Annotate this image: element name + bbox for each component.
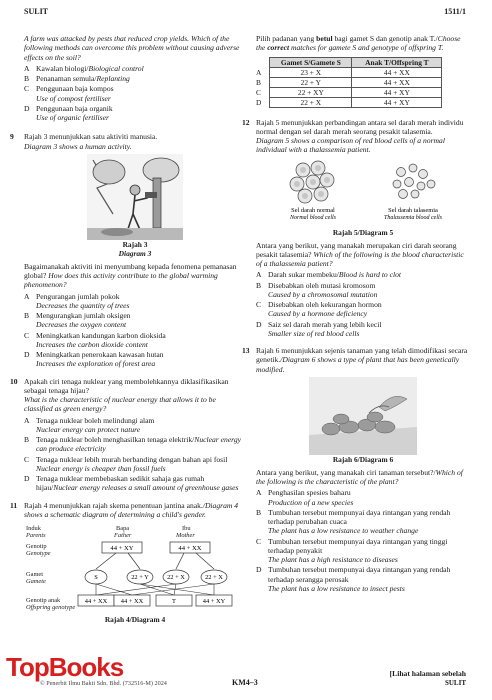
diagram-4-caption: Rajah 4/Diagram 4 — [104, 615, 166, 625]
q10-stem-ms: Apakah ciri tenaga nuklear yang membolehkannya diklasifikasikan sebagai tenaga hijau? — [24, 376, 229, 395]
label-genotype-ms: Genotip — [26, 543, 47, 551]
page-number: KM4–3 — [232, 678, 258, 688]
q9-stem-ms: Rajah 3 menunjukkan satu aktiviti manusia. — [24, 132, 158, 142]
question-8 — [24, 34, 246, 122]
right-column — [242, 34, 470, 601]
normal-cell-label-en: Normal blood cells — [290, 214, 336, 221]
label-genotype-en: Genotype — [26, 550, 51, 558]
q12-option-b[interactable]: B Disebabkan oleh mutasi kromosom Caused by a chromosomal mutation — [256, 280, 378, 299]
q9-option-b[interactable]: B Mengurangkan jumlah oksigen Decreases the oxygen content — [24, 311, 131, 330]
q10-option-d[interactable]: D Tenaga nuklear membebaskan sedikit sahaja gas rumah hijau/Nuclear energy releases a small amount of greenhouse gases — [24, 474, 239, 493]
label-parents-en: Parents — [26, 532, 46, 540]
q9-option-c[interactable]: C Meningkatkan kandungan karbon dioksida Increases the carbon dioxide content — [24, 330, 166, 349]
q9-number: 9 — [10, 132, 14, 142]
header-sulit: SULIT — [24, 7, 49, 16]
q9-options — [24, 292, 246, 369]
page-footer — [0, 652, 492, 690]
label-father-ms: Bapa — [116, 525, 130, 533]
q11b-stem: Pilih padanan yang betul bagi gamet S dan genotip anak T./Choose the correct matches for gamete S and genotype of offspring T. — [256, 34, 461, 53]
left-column — [10, 34, 246, 632]
q10-stem-en: What is the characteristic of nuclear energy that allows it to be classified as green energy? — [24, 395, 216, 414]
q13-options — [256, 488, 470, 593]
question-12 — [242, 117, 470, 339]
q13-stem: Rajah 6 menunjukkan sejenis tanaman yang telah dimodifikasi secara genetik./Diagram 6 shows a type of plant that has been genetically modified. — [256, 346, 468, 374]
diagram-3-caption: Rajah 3 Diagram 3 — [118, 239, 152, 258]
gamete-s: S — [94, 574, 98, 582]
q9-option-d[interactable]: D Meningkatkan penerokaan kawasan hutan Increases the exploration of forest area — [24, 350, 164, 369]
page-header — [24, 7, 466, 19]
normal-cell-label-ms: Sel darah normal — [291, 206, 335, 214]
q9-question: Bagaimanakah aktiviti ini menyumbang kepada fenomena pemanasan global? How does this activity contribute to the global warming phenomenon? — [24, 261, 237, 290]
q13-option-d[interactable]: D Tumbuhan tersebut mempunyai daya rintangan yang rendah terhadap serangga perosak The plant has a low resistance to insect pests — [256, 565, 451, 593]
q8-option-b[interactable]: B Penanaman semula/Replanting — [24, 74, 130, 83]
q12-options — [256, 270, 470, 338]
label-offspring-ms: Genotip anak — [26, 597, 61, 605]
q10-number: 10 — [10, 376, 18, 386]
diagram-3-logging-illustration — [87, 154, 183, 240]
table-header-gamete: Gamet S/Gamete S — [270, 57, 352, 67]
mother-genotype: 44 + XX — [178, 545, 202, 553]
q12-option-c[interactable]: C Disebabkan oleh kekurangan hormon Caused by a hormone deficiency — [256, 300, 382, 319]
father-genotype: 44 + XY — [110, 545, 134, 553]
offspring-1: 44 + XX — [84, 598, 108, 606]
publisher-copyright: © Penerbit Ilmu Bakti Sdn. Bhd. (732516-M) 2024 — [40, 680, 167, 688]
table-row-a[interactable]: A 23 + X 44 + XX — [256, 67, 442, 77]
question-11 — [10, 500, 246, 625]
q13-question: Antara yang berikut, yang manakah ciri tanaman tersebut?/Which of the following is the characteristic of the plant? — [256, 467, 463, 487]
gamete-2: 22 + Y — [131, 574, 149, 582]
q8-option-c[interactable]: C Penggunaan baja kompos Use of compost fertiliser — [24, 84, 114, 103]
q9-option-a[interactable]: A Pengurangan jumlah pokok Decreases the quantity of trees — [24, 291, 130, 310]
question-10 — [10, 376, 246, 493]
table-row-b[interactable]: B 22 + Y 44 + XX — [256, 77, 442, 87]
question-11-continued — [256, 34, 470, 108]
q13-option-c[interactable]: C Tumbuhan tersebut mempunyai daya rintangan yang tinggi terhadap penyakit The plant has a high resistance to diseases — [256, 536, 448, 565]
question-9 — [10, 132, 246, 369]
thal-cell-label-ms: Sel darah talasemia — [388, 206, 438, 214]
q10-option-b[interactable]: B Tenaga nuklear boleh menghasilkan tenaga elektrik/Nuclear energy can produce electricity — [24, 435, 241, 454]
q10-option-a[interactable]: A Tenaga nuklear boleh melindungi alam Nuclear energy can protect nature — [24, 415, 155, 434]
diagram-5-caption: Rajah 5/Diagram 5 — [332, 227, 394, 237]
thal-cell-label-en: Thalassemia blood cells — [384, 214, 442, 221]
q12-question: Antara yang berikut, yang manakah merupakan ciri darah seorang pesakit talasemia? Which of the following is the blood characteristic of a thalassemia patient? — [256, 240, 464, 269]
q13-number: 13 — [242, 346, 250, 356]
topbooks-logo: TopBooks — [6, 652, 124, 683]
label-father-en: Father — [114, 532, 132, 540]
next-page-note: [Lihat halaman sebelah — [389, 668, 466, 678]
offspring-2: 44 + XX — [120, 598, 144, 606]
q12-stem-en: Diagram 5 shows a comparison of red blood cells of a normal individual with a thalassemia patient. — [256, 136, 445, 155]
table-header-offspring: Anak T/Offspring T — [352, 57, 442, 67]
diagram-4-schematic — [24, 523, 246, 613]
q10-option-c[interactable]: C Tenaga nuklear lebih murah berbanding dengan bahan api fosil Nuclear energy is cheaper than fossil fuels — [24, 454, 228, 473]
q8-stem-en: A farm was attacked by pests that reduced crop yields. Which of the following methods can overcome this problem without causing adverse effects on the soil? — [24, 34, 240, 62]
offspring-t: T — [172, 598, 176, 606]
q8-option-d[interactable]: D Penggunaan baja organik Use of organic fertiliser — [24, 103, 113, 122]
q11-number: 11 — [10, 500, 18, 510]
q12-number: 12 — [242, 117, 250, 127]
gamete-3: 22 + X — [167, 574, 185, 582]
label-gamete-en: Gamete — [26, 578, 46, 586]
footer-sulit: SULIT — [444, 679, 466, 688]
q13-option-a[interactable]: A Penghasilan spesies baharu Production of a new species — [256, 488, 354, 507]
q11b-answer-table — [256, 57, 442, 108]
label-mother-en: Mother — [176, 532, 195, 540]
q8-options — [24, 64, 246, 123]
q11-stem: Rajah 4 menunjukkan rajah skema penentuan jantina anak./Diagram 4 shows a schematic diagram of determining a child's gender. — [24, 500, 239, 519]
q13-option-b[interactable]: B Tumbuhan tersebut mempunyai daya rintangan yang rendah terhadap perubahan cuaca The plant has a low resistance to weather change — [256, 507, 451, 536]
header-code: 1511/1 — [444, 7, 466, 16]
label-mother-ms: Ibu — [182, 525, 191, 533]
q9-stem-en: Diagram 3 shows a human activity. — [24, 141, 132, 151]
q12-stem-ms: Rajah 5 menunjukkan perbandingan antara sel darah merah individu normal dengan sel darah merah seorang pesakit talasemia. — [256, 117, 464, 136]
label-parents-ms: Induk — [26, 525, 41, 533]
offspring-4: 44 + XY — [202, 598, 226, 606]
label-gamete-ms: Gamet — [26, 571, 44, 579]
diagram-6-caption: Rajah 6/Diagram 6 — [332, 454, 394, 464]
diagram-6-gm-plant-photo — [309, 377, 417, 455]
label-offspring-en: Offspring genotype — [26, 604, 76, 612]
table-row-d[interactable]: D 22 + X 44 + XY — [256, 97, 442, 107]
q12-option-a[interactable]: A Darah sukar membeku/Blood is hard to clot — [256, 270, 402, 280]
q8-option-a[interactable]: A Kawalan biologi/Biological control — [24, 63, 144, 73]
gamete-4: 22 + X — [205, 574, 223, 582]
diagram-5-blood-cells — [273, 158, 453, 228]
q12-option-d[interactable]: D Saiz sel darah merah yang lebih kecil Smaller size of red blood cells — [256, 319, 382, 338]
table-row-c[interactable]: C 22 + XY 44 + XY — [256, 87, 442, 97]
q10-options — [24, 416, 246, 493]
question-13 — [242, 346, 470, 593]
